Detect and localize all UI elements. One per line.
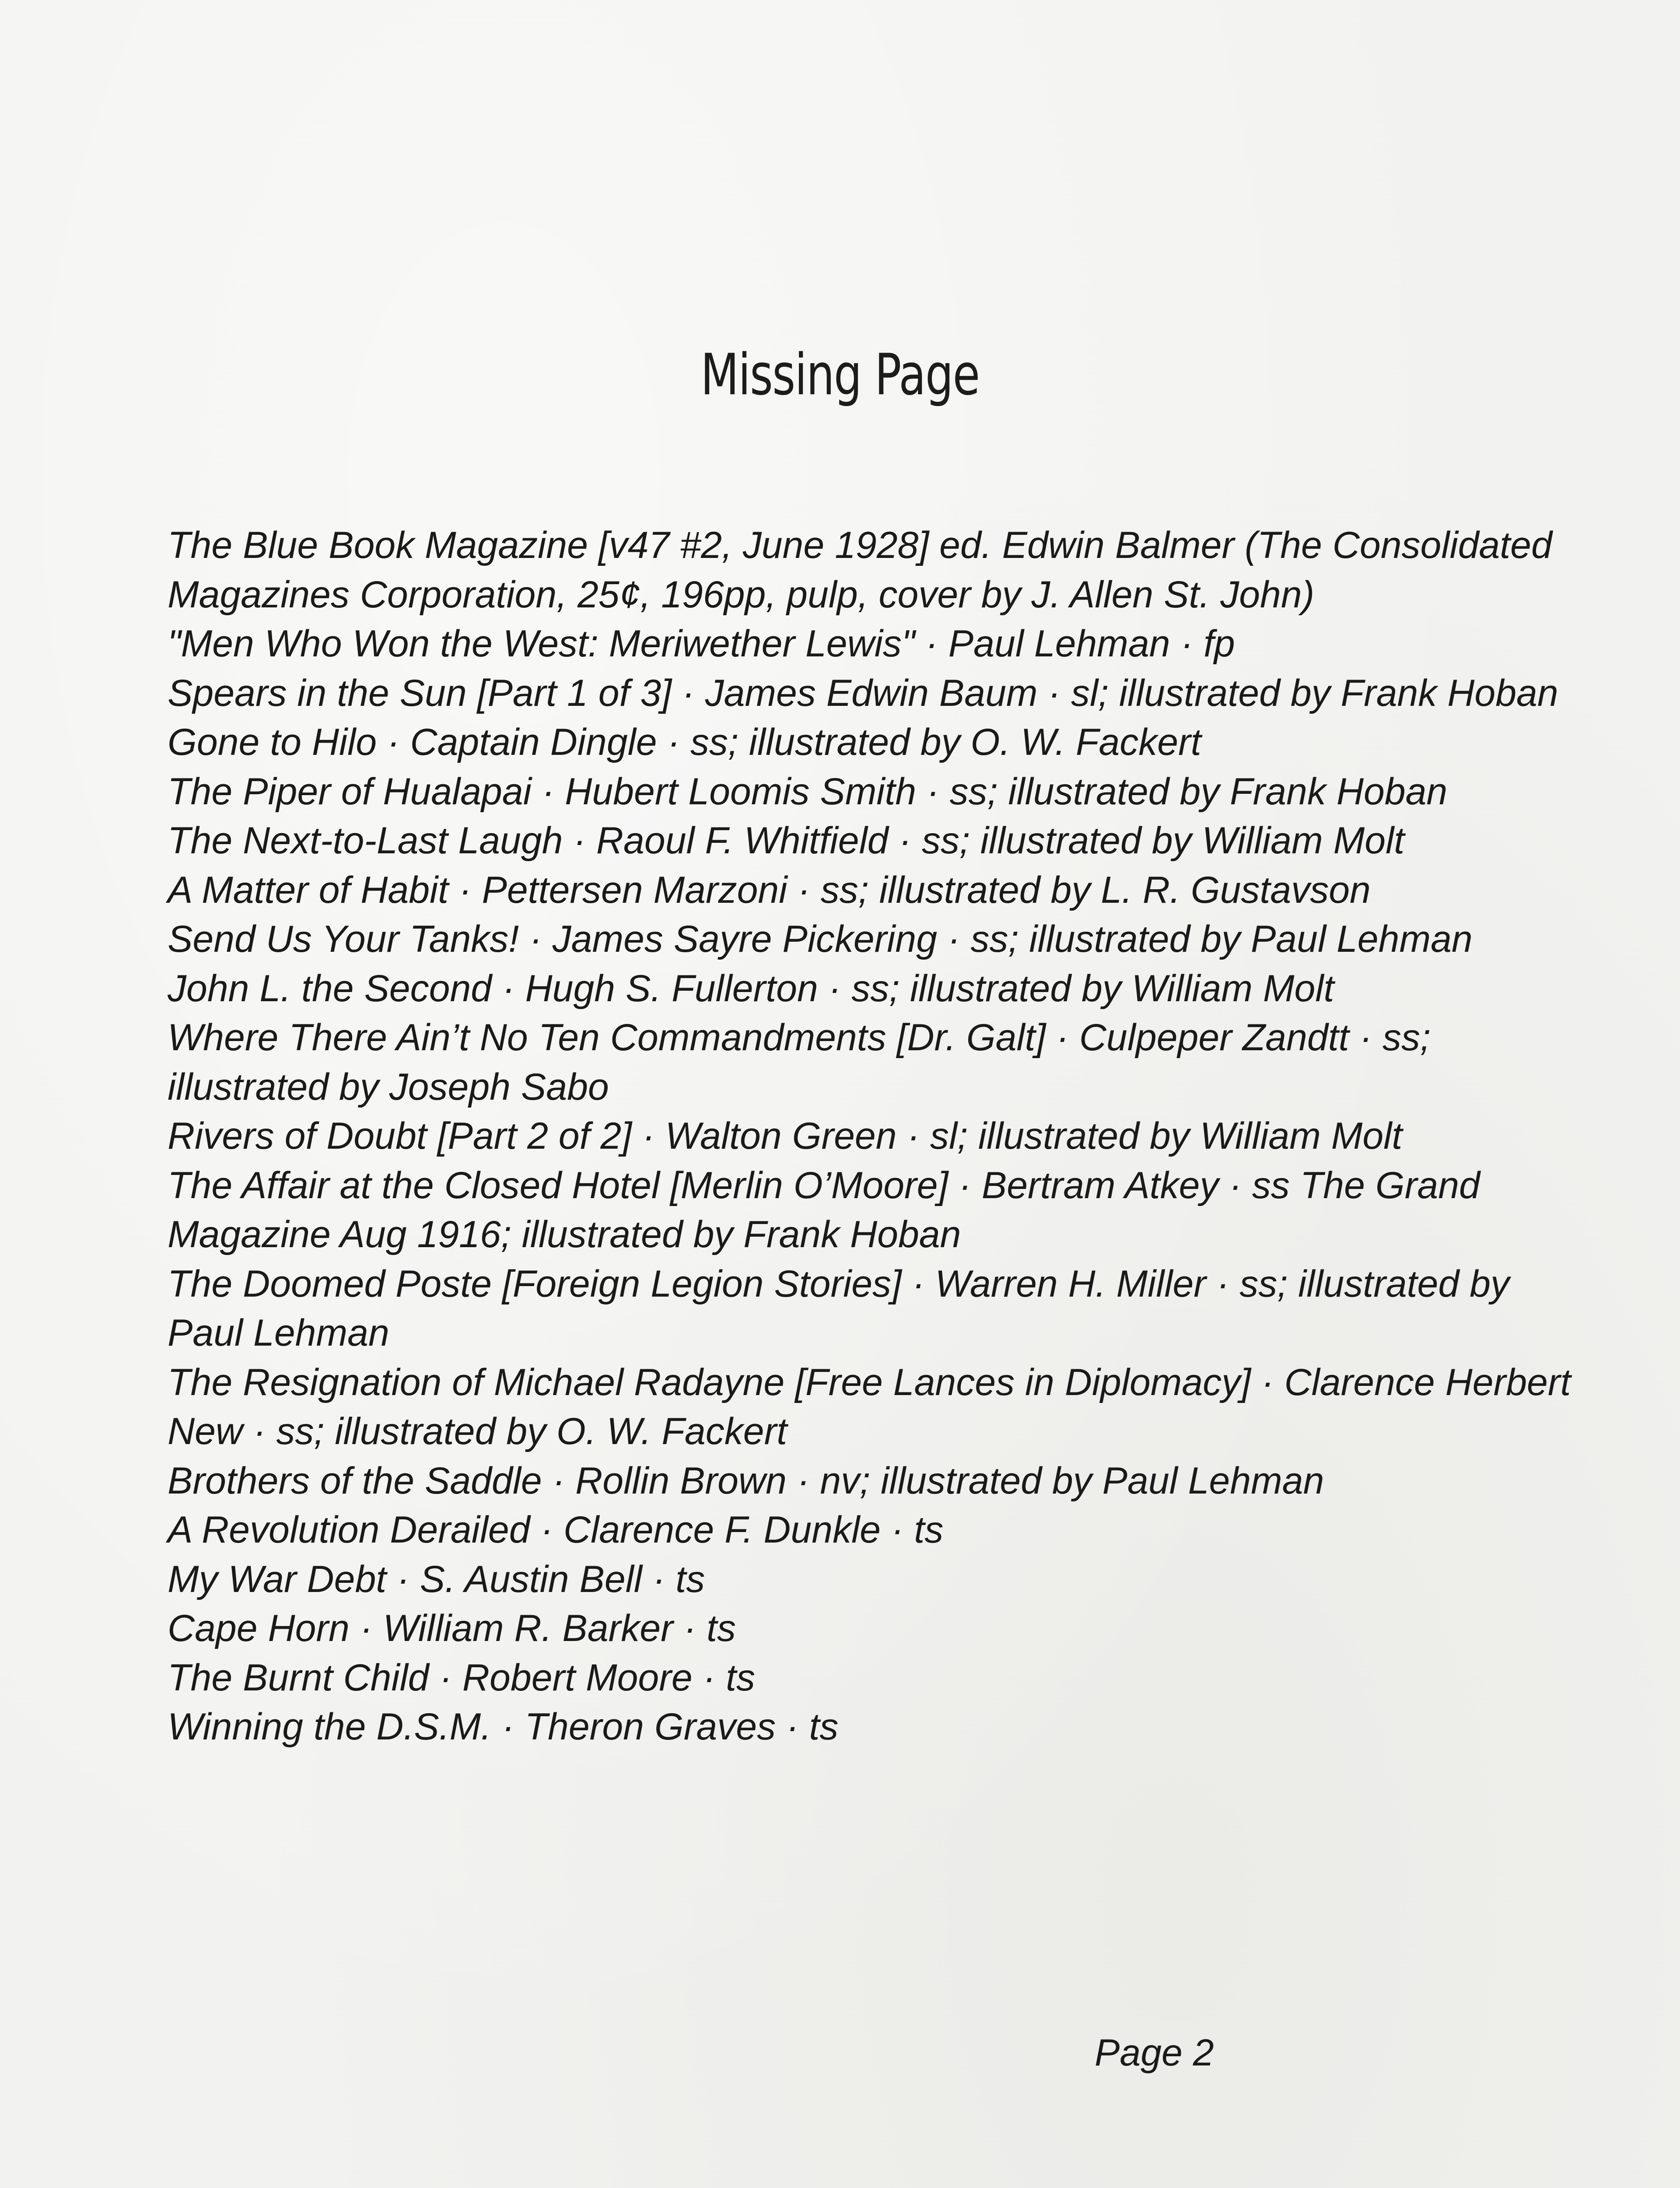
list-item: Brothers of the Saddle · Rollin Brown · nv; illustrated by Paul Lehman xyxy=(168,1459,1324,1502)
page-number: Page 2 xyxy=(1095,2032,1214,2074)
list-item: A Revolution Derailed · Clarence F. Dunkle · ts xyxy=(168,1509,944,1551)
list-item: Rivers of Doubt [Part 2 of 2] · Walton Green · sl; illustrated by William Molt xyxy=(168,1115,1403,1157)
list-item: The Burnt Child · Robert Moore · ts xyxy=(168,1656,756,1699)
contents-list xyxy=(168,521,1594,1752)
list-item: John L. the Second · Hugh S. Fullerton · ss; illustrated by William Molt xyxy=(168,967,1334,1010)
list-item: A Matter of Habit · Pettersen Marzoni · ss; illustrated by L. R. Gustavson xyxy=(168,869,1371,911)
list-item: The Piper of Hualapai · Hubert Loomis Smith · ss; illustrated by Frank Hoban xyxy=(168,770,1448,813)
list-item: The Doomed Poste [Foreign Legion Stories] · Warren H. Miller · ss; illustrated by Paul Lehman xyxy=(168,1262,1509,1354)
list-item: Send Us Your Tanks! · James Sayre Pickering · ss; illustrated by Paul Lehman xyxy=(168,918,1473,960)
list-item: The Affair at the Closed Hotel [Merlin O’Moore] · Bertram Atkey · ss The Grand Magazine Aug 1916; illustrated by Frank Hoban xyxy=(168,1164,1480,1255)
list-item: Where There Ain’t No Ten Commandments [Dr. Galt] · Culpeper Zandtt · ss; illustrated by Joseph Sabo xyxy=(168,1017,1431,1108)
list-item: "Men Who Won the West: Meriwether Lewis" · Paul Lehman · fp xyxy=(168,623,1235,665)
list-item: The Blue Book Magazine [v47 #2, June 1928] ed. Edwin Balmer (The Consolidated Magazines Corporation, 25¢, 196pp, pulp, cover by J. Allen St. John) xyxy=(168,524,1552,616)
page-title: Missing Page xyxy=(700,341,980,408)
list-item: The Resignation of Michael Radayne [Free Lances in Diplomacy] · Clarence Herbert New · ss; illustrated by O. W. Fackert xyxy=(168,1361,1571,1452)
list-item: Spears in the Sun [Part 1 of 3] · James Edwin Baum · sl; illustrated by Frank Hoban xyxy=(168,672,1558,714)
list-item: Winning the D.S.M. · Theron Graves · ts xyxy=(168,1706,839,1748)
list-item: Gone to Hilo · Captain Dingle · ss; illustrated by O. W. Fackert xyxy=(168,721,1201,763)
list-item: The Next-to-Last Laugh · Raoul F. Whitfield · ss; illustrated by William Molt xyxy=(168,820,1405,862)
list-item: Cape Horn · William R. Barker · ts xyxy=(168,1607,736,1649)
list-item: My War Debt · S. Austin Bell · ts xyxy=(168,1558,705,1600)
